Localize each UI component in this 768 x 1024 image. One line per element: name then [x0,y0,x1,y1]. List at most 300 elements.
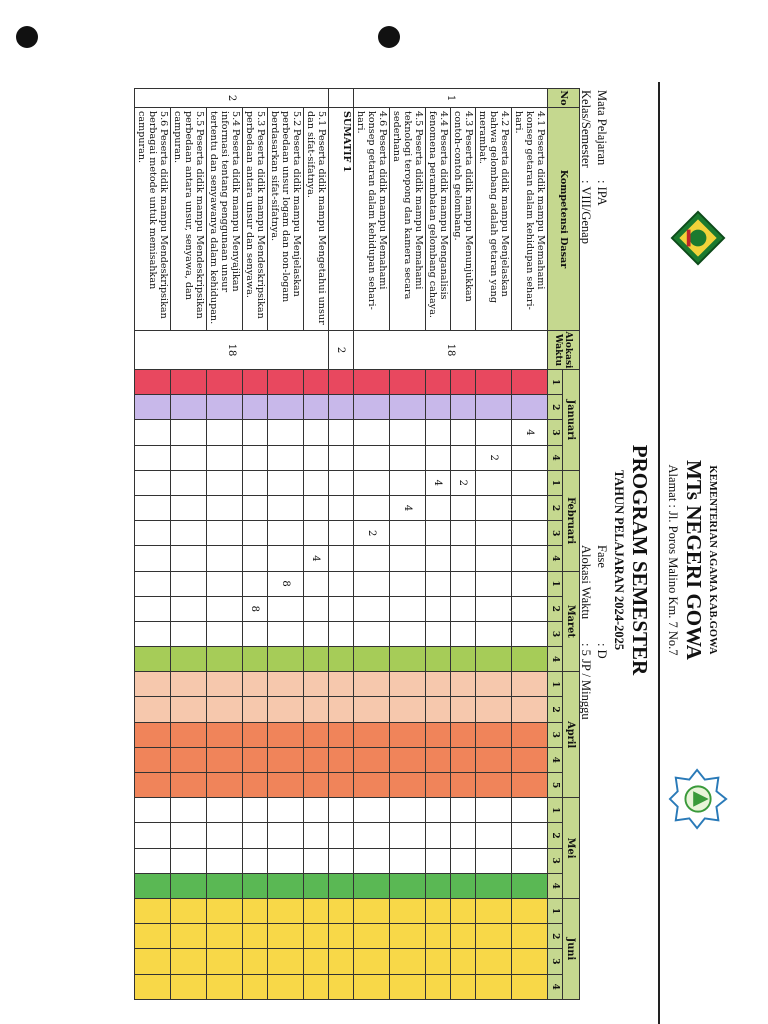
week-cell [476,596,512,621]
week-cell [426,747,451,772]
week-cell [329,395,354,420]
week-cell [354,974,390,1000]
week-cell [268,974,304,1000]
col-header-no: No [548,89,580,108]
competency-number: 5.1 [316,111,327,127]
week-cell [512,571,548,596]
week-cell [171,596,207,621]
week-cell [329,697,354,722]
competency-cell [135,108,171,331]
week-cell [207,672,243,697]
week-header: 4 [548,974,563,1000]
week-cell [329,596,354,621]
competency-text: Peserta didik mampu Mendeskripsikan berbagai metode untuk memisahkan campuran. [136,111,169,319]
week-cell: 4 [304,546,329,571]
week-cell [476,773,512,798]
week-cell [451,621,476,646]
week-cell [451,747,476,772]
week-cell [268,672,304,697]
week-cell [354,773,390,798]
week-cell [135,672,171,697]
week-cell [207,848,243,873]
week-cell [354,949,390,974]
week-cell [451,823,476,848]
week-cell [512,521,548,546]
week-header: 4 [548,445,563,470]
week-cell [207,697,243,722]
month-header: Februari [563,470,580,571]
week-cell [207,470,243,495]
competency-text: Peserta didik mampu Memahami teknologi teropong dan kamera secara sederhana [391,111,424,300]
week-cell [304,722,329,747]
week-cell [426,420,451,445]
week-cell [329,470,354,495]
week-cell [135,370,171,395]
week-cell [135,974,171,1000]
class-label: Kelas/Semester [579,90,593,168]
competency-text: Peserta didik mampu Menjelaskan perbedaan unsur logam dan non-logam berdasarkan sifat-sifatnya. [269,111,302,303]
week-cell [476,470,512,495]
week-cell [304,848,329,873]
group-number: 1 [354,89,548,108]
competency-row [207,89,243,1000]
week-cell [476,621,512,646]
week-cell [512,773,548,798]
week-cell [476,495,512,520]
week-cell [243,571,268,596]
week-cell [451,924,476,949]
week-cell [207,395,243,420]
time-allocation-value: 18 [354,331,548,370]
week-cell [476,420,512,445]
time-allocation-value: : 5 JP / Minggu [579,643,593,720]
week-cell: 4 [512,420,548,445]
week-cell [512,596,548,621]
summative-time-allocation: 2 [329,331,354,370]
week-cell [243,647,268,672]
week-cell [135,873,171,898]
week-cell [135,823,171,848]
competency-cell [171,108,207,331]
ministry-name: KEMENTERIAN AGAMA KAB.GOWA [707,465,718,655]
punch-hole-right [16,26,38,48]
week-cell [426,672,451,697]
competency-text: Peserta didik mampu Menyajikan informasi tentang penggunaan unsur tertentu dan senyawanya dalam kehidupan. [208,111,241,325]
week-cell [512,647,548,672]
week-cell [476,848,512,873]
week-cell [390,924,426,949]
week-cell [304,445,329,470]
week-cell [354,470,390,495]
competency-row [426,89,451,1000]
week-cell [243,898,268,923]
week-cell [354,873,390,898]
week-cell [476,521,512,546]
week-cell [135,898,171,923]
week-cell [135,924,171,949]
week-header: 5 [548,773,563,798]
week-cell [207,621,243,646]
week-cell [451,445,476,470]
competency-cell [243,108,268,331]
week-cell [354,722,390,747]
week-cell [243,873,268,898]
week-cell [329,873,354,898]
week-cell [451,949,476,974]
week-cell [329,621,354,646]
week-cell [171,773,207,798]
week-header: 1 [548,798,563,823]
week-cell [268,823,304,848]
week-cell [512,672,548,697]
week-cell: 8 [243,596,268,621]
week-cell [171,370,207,395]
week-cell [243,672,268,697]
competency-row [390,89,426,1000]
competency-cell [390,108,426,331]
week-cell [304,697,329,722]
week-cell [243,848,268,873]
madrasah-logo-icon [668,768,730,830]
week-cell [451,672,476,697]
competency-text: Peserta didik mampu Menganalisis fenomena perambatan gelombang cahaya. [427,111,449,318]
week-cell [171,898,207,923]
week-cell [451,420,476,445]
week-cell [171,823,207,848]
week-cell [451,798,476,823]
week-cell [451,898,476,923]
week-cell [207,798,243,823]
competency-cell [426,108,451,331]
week-cell [451,521,476,546]
competency-cell [304,108,329,331]
week-cell [390,798,426,823]
week-cell [207,974,243,1000]
week-cell [243,370,268,395]
week-cell [354,924,390,949]
week-cell [268,747,304,772]
week-cell [135,697,171,722]
week-header: 3 [548,521,563,546]
week-cell [426,898,451,923]
competency-cell [476,108,512,331]
week-cell [512,848,548,873]
week-cell [354,420,390,445]
week-cell [304,596,329,621]
week-cell [426,823,451,848]
week-cell [243,773,268,798]
week-cell [171,924,207,949]
week-cell [304,395,329,420]
week-header: 2 [548,924,563,949]
week-cell [329,823,354,848]
week-cell [512,924,548,949]
week-cell [390,571,426,596]
week-cell [390,747,426,772]
week-cell [304,621,329,646]
week-cell [354,546,390,571]
competency-row [171,89,207,1000]
week-cell: 4 [426,470,451,495]
week-cell: 2 [354,521,390,546]
time-allocation-label: Alokasi Waktu [579,545,593,620]
week-cell [426,974,451,1000]
week-cell [207,747,243,772]
week-cell [207,596,243,621]
week-header: 2 [548,495,563,520]
week-cell [329,798,354,823]
competency-text: Peserta didik mampu Menjelaskan bahwa gelombang adalah getaran yang merambat. [477,111,510,303]
competency-number: 5.6 [158,111,169,127]
week-cell [451,873,476,898]
week-cell [451,596,476,621]
week-cell [390,672,426,697]
week-cell [512,470,548,495]
week-cell [512,873,548,898]
competency-row [304,89,329,1000]
week-cell [329,848,354,873]
week-cell [512,722,548,747]
week-cell [426,495,451,520]
week-header: 3 [548,420,563,445]
week-cell [426,722,451,747]
week-cell [135,521,171,546]
week-cell [329,924,354,949]
week-cell [390,470,426,495]
week-cell [329,773,354,798]
month-header: Maret [563,571,580,672]
competency-cell [512,108,548,331]
subject-label: Mata Pelajaran [595,90,609,166]
week-cell [426,521,451,546]
competency-number: 4.5 [413,111,424,127]
competency-text: Peserta didik mampu Memahami konsep getaran dalam kehidupan sehari-hari. [355,111,388,310]
week-cell [304,949,329,974]
week-cell [135,949,171,974]
week-cell [426,395,451,420]
week-cell [207,445,243,470]
week-header: 2 [548,697,563,722]
week-cell [354,823,390,848]
week-cell [207,949,243,974]
week-cell [135,621,171,646]
week-cell: 4 [390,495,426,520]
week-cell [171,747,207,772]
week-cell [354,697,390,722]
month-header: Juni [563,898,580,999]
punch-hole-left [378,26,400,48]
week-cell [207,546,243,571]
week-cell [304,974,329,1000]
col-header-time-allocation: Alokasi Waktu [548,331,580,370]
page-title: PROGRAM SEMESTER [628,444,652,676]
competency-cell [268,108,304,331]
week-cell [268,445,304,470]
week-cell [207,773,243,798]
week-cell [390,697,426,722]
week-cell [135,722,171,747]
group-number: 2 [135,89,329,108]
competency-cell [207,108,243,331]
phase-value: : D [595,643,609,659]
week-cell [243,621,268,646]
week-cell [243,924,268,949]
week-cell [304,773,329,798]
week-cell [390,898,426,923]
week-cell [171,697,207,722]
month-header: April [563,672,580,798]
week-header: 2 [548,823,563,848]
week-cell [390,370,426,395]
week-cell [304,521,329,546]
group-number-empty [329,89,354,108]
week-cell [329,647,354,672]
week-cell [243,395,268,420]
competency-number: 4.1 [535,111,546,127]
competency-text: SUMATIF 1 [341,111,352,173]
week-cell [512,974,548,1000]
week-cell [512,697,548,722]
week-cell [304,370,329,395]
week-cell [171,546,207,571]
week-cell [304,823,329,848]
week-cell [171,470,207,495]
week-cell [304,420,329,445]
week-cell [304,495,329,520]
week-cell [512,621,548,646]
week-cell [268,697,304,722]
week-cell [426,647,451,672]
week-cell [329,420,354,445]
week-cell [390,848,426,873]
competency-number: 5.3 [255,111,266,127]
week-cell [304,898,329,923]
competency-text: Peserta didik mampu Memahami konsep getaran dalam kehidupan sehari-hari. [513,111,546,310]
week-cell [268,647,304,672]
week-cell [329,898,354,923]
week-header: 2 [548,395,563,420]
competency-row [243,89,268,1000]
week-cell [426,949,451,974]
week-cell [135,647,171,672]
week-cell [171,395,207,420]
competency-number: 5.2 [291,111,302,127]
week-cell [426,873,451,898]
week-header: 3 [548,848,563,873]
week-header: 3 [548,722,563,747]
week-cell [268,848,304,873]
week-cell [243,798,268,823]
week-cell [390,596,426,621]
header-divider [658,82,660,1024]
week-cell [354,596,390,621]
week-cell [390,546,426,571]
week-cell [476,823,512,848]
week-cell [207,420,243,445]
week-cell [390,823,426,848]
week-cell [512,395,548,420]
week-cell [268,395,304,420]
week-cell [171,621,207,646]
week-cell [354,747,390,772]
week-cell [243,722,268,747]
col-header-competency: Kompetensi Dasar [548,108,580,331]
week-cell [329,949,354,974]
week-cell [171,445,207,470]
week-cell [426,370,451,395]
week-cell [135,420,171,445]
week-cell [390,949,426,974]
week-cell [512,495,548,520]
semester-program-table [134,88,580,1000]
competency-cell [451,108,476,331]
week-cell [354,495,390,520]
week-cell [426,697,451,722]
week-cell [390,647,426,672]
week-cell [329,747,354,772]
week-cell [354,672,390,697]
week-cell [171,571,207,596]
week-cell [243,823,268,848]
meta-right [578,545,610,720]
competency-row [354,89,390,1000]
week-header: 1 [548,370,563,395]
week-cell [207,924,243,949]
week-cell [207,495,243,520]
week-cell [354,571,390,596]
week-cell [135,848,171,873]
week-cell [354,395,390,420]
week-cell [476,370,512,395]
week-cell [135,546,171,571]
week-cell [329,571,354,596]
week-cell [354,370,390,395]
week-cell [304,647,329,672]
competency-cell [329,108,354,331]
week-cell [390,873,426,898]
week-cell [476,974,512,1000]
week-cell [354,621,390,646]
competency-number: 5.4 [230,111,241,127]
week-cell [476,546,512,571]
week-cell [426,773,451,798]
week-cell [451,848,476,873]
week-cell [135,495,171,520]
class-value: : VIII/Genap [579,180,593,244]
week-cell [354,647,390,672]
week-cell: 8 [268,571,304,596]
week-cell [304,873,329,898]
week-cell [207,722,243,747]
competency-row [268,89,304,1000]
week-cell [354,898,390,923]
week-cell [329,974,354,1000]
week-cell [512,747,548,772]
competency-cell [354,108,390,331]
week-cell [304,571,329,596]
week-cell [354,445,390,470]
week-cell [207,521,243,546]
week-cell [243,445,268,470]
week-cell [135,571,171,596]
week-cell [476,722,512,747]
week-cell [451,697,476,722]
week-cell [135,395,171,420]
week-cell [451,546,476,571]
week-cell [171,974,207,1000]
week-cell [512,898,548,923]
week-cell [135,747,171,772]
